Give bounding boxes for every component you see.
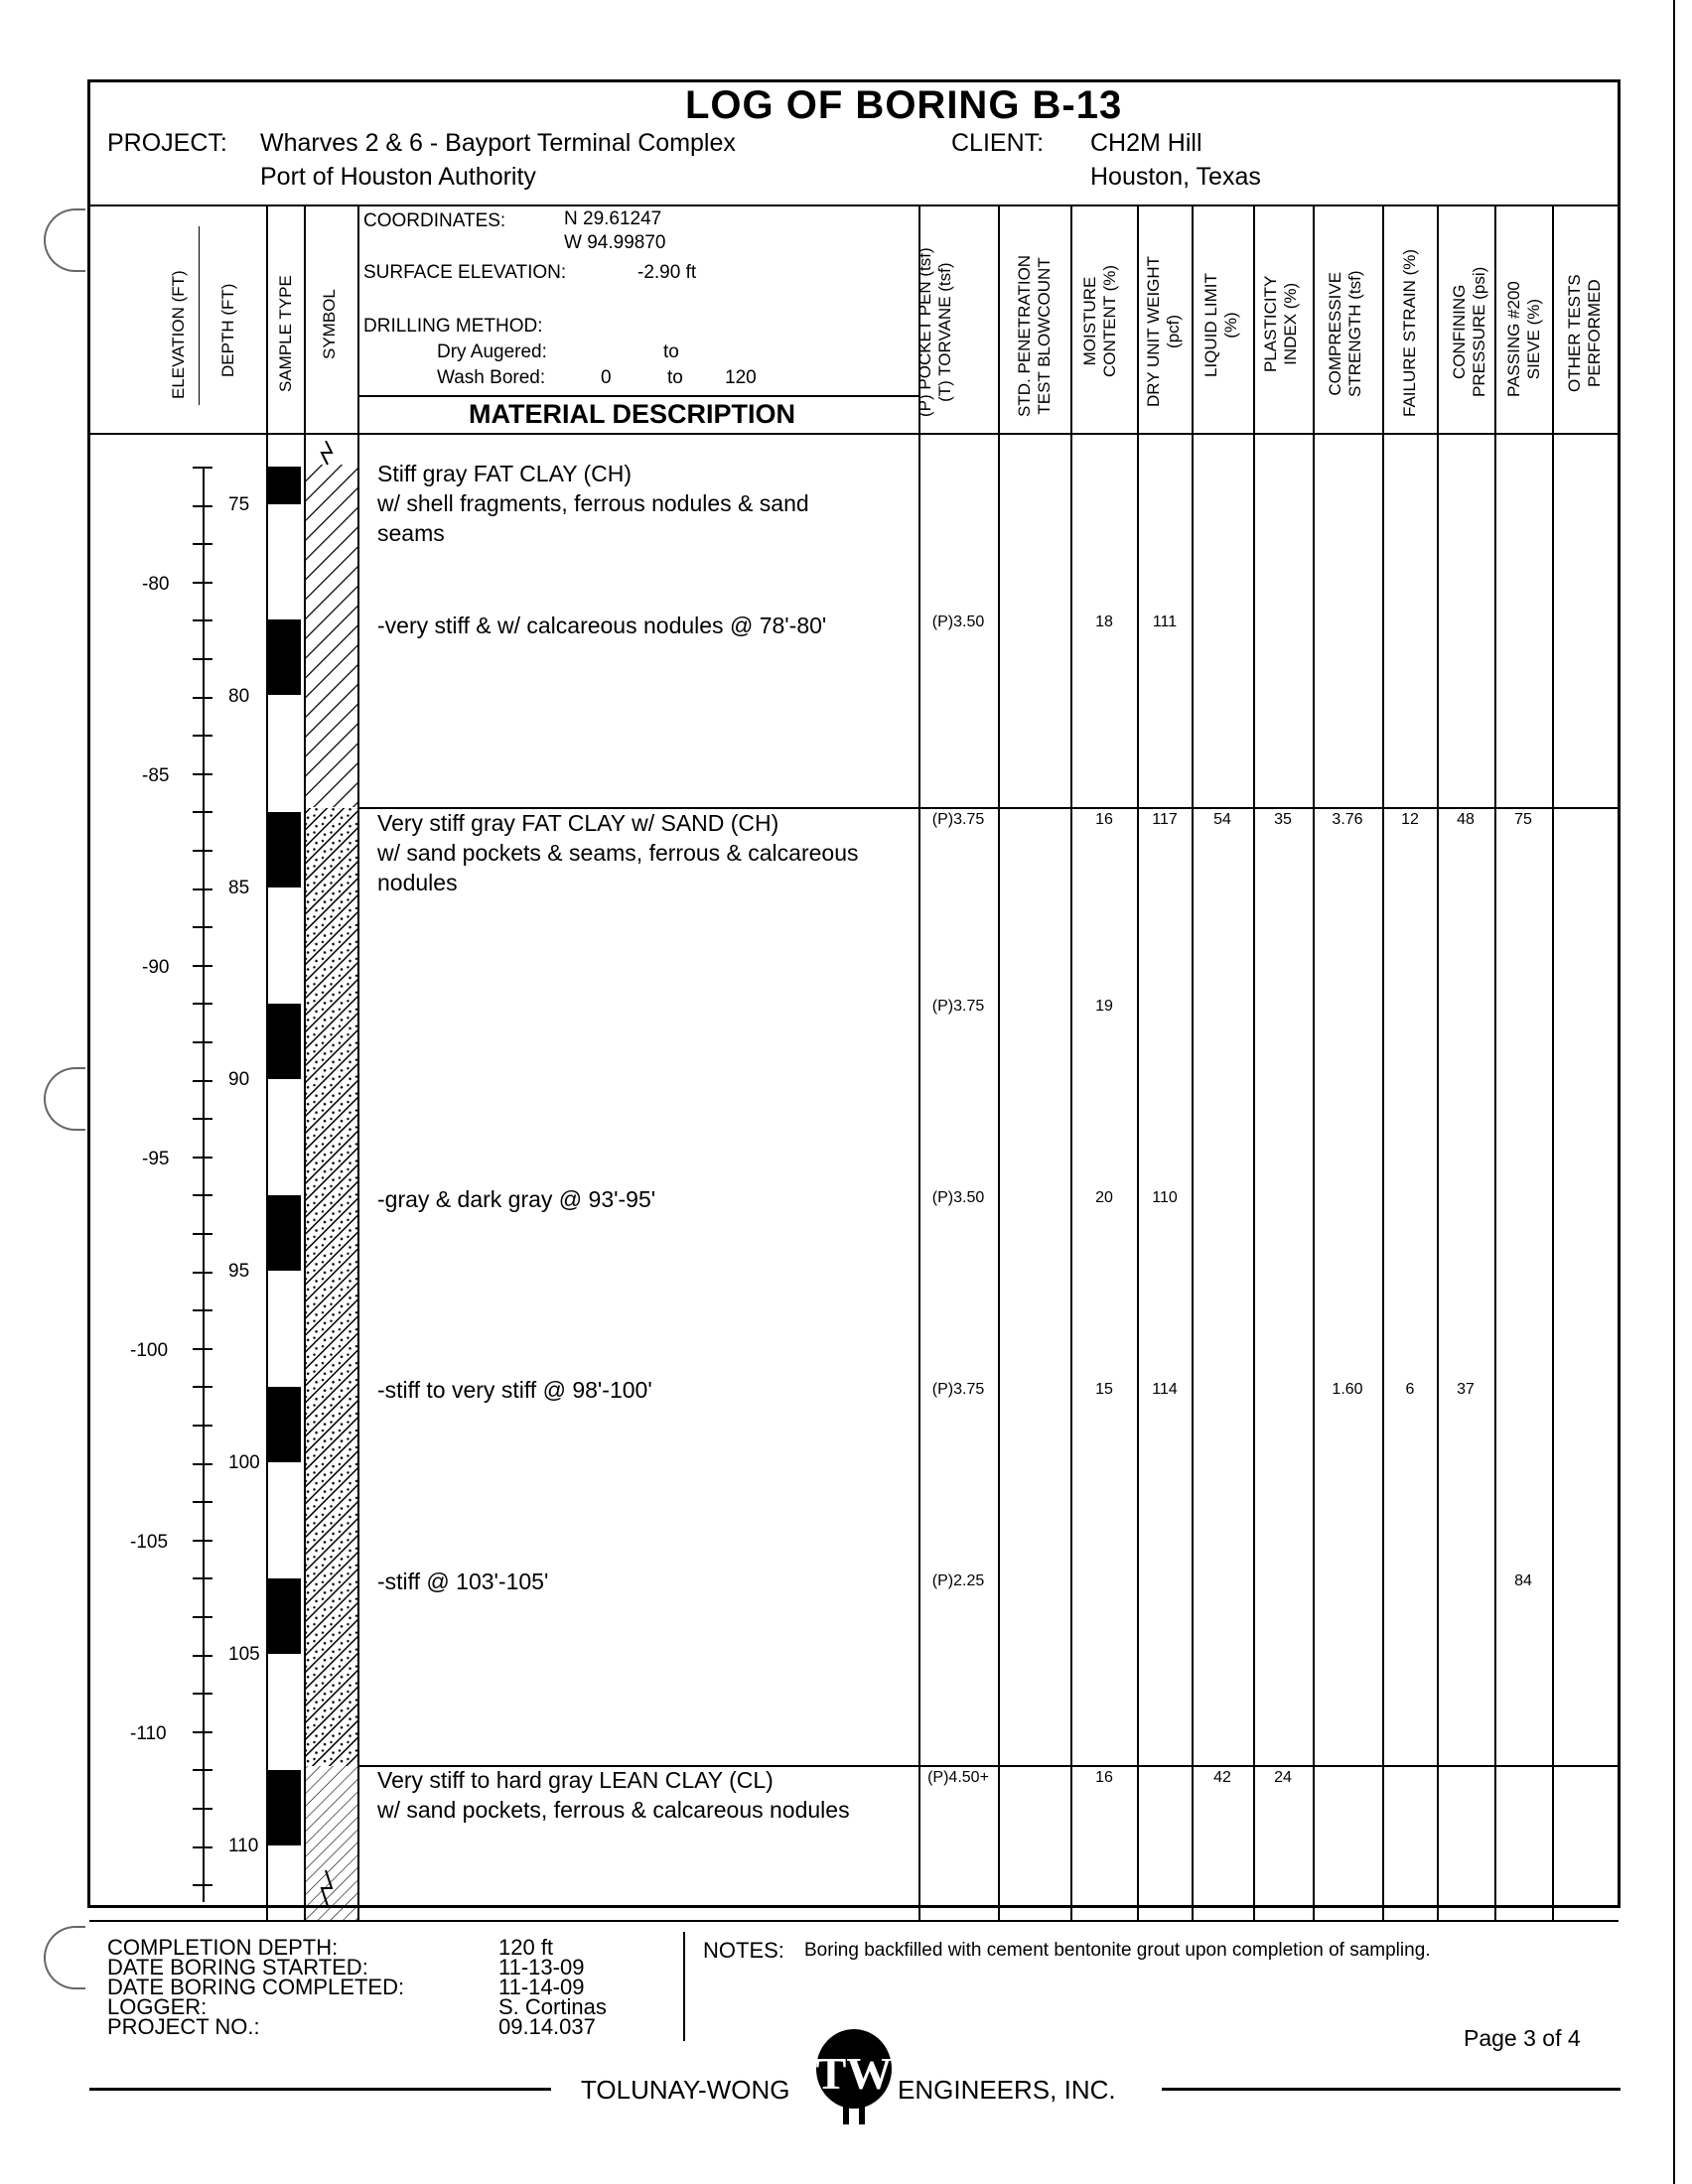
client-line1: CH2M Hill <box>1090 129 1202 157</box>
col-header-plasticity <box>1261 276 1301 372</box>
moisture-value: 16 <box>1095 811 1113 828</box>
pocket-pen-value: (P)4.50+ <box>927 1769 989 1786</box>
depth-scale-tick <box>193 1540 212 1542</box>
description-block <box>377 1184 655 1214</box>
surface-elevation-value: -2.90 ft <box>637 262 697 283</box>
elevation-label: -85 <box>142 765 170 786</box>
compressive-strength-value: 3.76 <box>1332 811 1363 828</box>
col-header-compressive <box>1326 271 1365 398</box>
lean-clay-symbol <box>306 1766 357 1920</box>
depth-scale-tick <box>193 505 212 507</box>
header-divider <box>89 205 1619 206</box>
pocket-pen-value: (P)3.75 <box>931 811 985 828</box>
liquid-limit-value: 54 <box>1213 811 1231 828</box>
depth-label: 75 <box>228 494 250 515</box>
description-line: Very stiff gray FAT CLAY w/ SAND (CH) <box>377 810 779 836</box>
logger-value: S. Cortinas <box>498 1994 607 2019</box>
pocket-pen-value: (P)3.50 <box>931 1189 985 1206</box>
depth-scale-tick <box>193 1501 212 1503</box>
depth-scale-tick <box>193 850 212 852</box>
date-started-label: DATE BORING STARTED: <box>107 1955 368 1979</box>
fat-clay-sand-symbol <box>306 808 357 1766</box>
description-block <box>377 1567 548 1596</box>
depth-scale-tick <box>193 735 212 737</box>
page-number: Page 3 of 4 <box>1464 2025 1581 2051</box>
description-line: w/ sand pockets & seams, ferrous & calcareous <box>377 840 859 866</box>
logger-label: LOGGER: <box>107 1994 208 2019</box>
depth-scale-tick <box>193 926 212 928</box>
col-header-dry-unit <box>1144 256 1184 407</box>
col-header-other-line1: OTHER TESTS <box>1565 274 1584 392</box>
col-header-failure-strain: FAILURE STRAIN (%) <box>1400 248 1419 417</box>
page-edge <box>1673 0 1675 2184</box>
wash-bored-label: Wash Bored: <box>437 367 546 388</box>
dry-augered-to: to <box>663 341 679 362</box>
col-header-spt <box>1015 255 1055 417</box>
description-line: Very stiff to hard gray LEAN CLAY (CL) <box>377 1767 774 1793</box>
description-line: -very stiff & w/ calcareous nodules @ 78'-80' <box>377 613 827 638</box>
depth-label: 105 <box>228 1644 260 1665</box>
binder-hole-mark <box>44 1067 85 1131</box>
depth-label: 85 <box>228 878 250 898</box>
description-line: w/ shell fragments, ferrous nodules & sand <box>377 490 809 516</box>
description-block <box>377 1765 850 1825</box>
coordinate-west: W 94.99870 <box>564 232 666 253</box>
depth-label: 110 <box>228 1836 259 1856</box>
col-header-plasticity-line2: INDEX (%) <box>1281 282 1300 365</box>
failure-strain-value: 12 <box>1401 811 1419 828</box>
depth-label: 100 <box>228 1452 260 1473</box>
col-header-sample-type: SAMPLE TYPE <box>276 275 295 392</box>
moisture-value: 20 <box>1095 1189 1113 1206</box>
wash-bored-from: 0 <box>601 367 612 388</box>
depth-scale-tick <box>193 1386 212 1388</box>
passing-200-value: 84 <box>1514 1572 1532 1589</box>
col-line <box>1137 205 1139 1922</box>
sample-block <box>268 1195 301 1271</box>
col-header-passing <box>1504 281 1544 397</box>
depth-scale-tick <box>193 1194 212 1196</box>
client-label: CLIENT: <box>951 129 1045 157</box>
soil-symbol-column <box>306 441 357 1920</box>
col-line <box>1313 205 1315 1922</box>
failure-strain-value: 6 <box>1405 1381 1415 1398</box>
pocket-pen-value: (P)3.75 <box>931 998 985 1015</box>
project-number-label: PROJECT NO.: <box>107 2014 260 2039</box>
footer-rule-right <box>1162 2088 1621 2091</box>
column-header-bottom <box>89 433 1619 435</box>
plasticity-index-value: 35 <box>1274 811 1292 828</box>
col-header-pocket-pen-line1: (P) POCKET PEN (tsf) <box>916 247 934 417</box>
depth-scale-tick <box>193 773 212 775</box>
moisture-value: 19 <box>1095 998 1113 1015</box>
elevation-label: -100 <box>130 1340 169 1361</box>
depth-scale-tick <box>193 582 212 584</box>
depth-scale-tick <box>193 1577 212 1579</box>
footer-info-labels <box>107 1935 405 2039</box>
project-line2: Port of Houston Authority <box>260 163 536 191</box>
svg-text:TW: TW <box>815 2048 893 2099</box>
col-header-depth: DEPTH (FT) <box>218 283 237 377</box>
col-header-pocket-pen <box>916 247 955 417</box>
col-header-passing-line2: SIEVE (%) <box>1524 298 1543 380</box>
page-title: LOG OF BORING B-13 <box>685 83 1123 127</box>
pocket-pen-value: (P)3.50 <box>931 614 985 630</box>
description-line: nodules <box>377 870 458 895</box>
notes-text: Boring backfilled with cement bentonite grout upon completion of sampling. <box>804 1940 1431 1961</box>
depth-scale-tick <box>193 1846 212 1848</box>
col-header-passing-line1: PASSING #200 <box>1504 281 1523 397</box>
dry-augered-label: Dry Augered: <box>437 341 547 362</box>
description-line: Stiff gray FAT CLAY (CH) <box>377 461 633 486</box>
depth-scale-tick <box>193 1118 212 1120</box>
col-header-compressive-line1: COMPRESSIVE <box>1326 271 1344 396</box>
wash-bored-to-word: to <box>667 367 683 388</box>
elevation-label: -80 <box>142 574 170 595</box>
project-line1: Wharves 2 & 6 - Bayport Terminal Complex <box>260 129 736 157</box>
col-line <box>1437 205 1439 1922</box>
col-line <box>1070 205 1072 1922</box>
dry-unit-weight-value: 111 <box>1152 614 1178 630</box>
col-header-compressive-line2: STRENGTH (tsf) <box>1345 270 1364 397</box>
col-header-dry-unit-line2: (pcf) <box>1164 314 1183 348</box>
confining-pressure-value: 48 <box>1457 811 1475 828</box>
depth-scale-tick <box>193 811 212 813</box>
depth-scale-tick <box>193 1041 212 1043</box>
depth-scale-tick <box>193 1808 212 1810</box>
moisture-value: 15 <box>1095 1381 1113 1398</box>
col-header-liquid-limit <box>1201 273 1241 377</box>
col-header-spt-line2: TEST BLOWCOUNT <box>1035 257 1054 415</box>
material-header-line <box>357 395 918 397</box>
depth-scale-tick <box>193 543 212 545</box>
footer-info-values <box>498 1935 607 2039</box>
company-name-left: TOLUNAY-WONG <box>581 2075 790 2105</box>
col-line <box>1494 205 1496 1922</box>
elevation-label: -95 <box>142 1149 170 1169</box>
moisture-value: 18 <box>1095 614 1113 630</box>
description-line: w/ sand pockets, ferrous & calcareous nodules <box>377 1797 850 1823</box>
wash-bored-to: 120 <box>725 367 757 388</box>
depth-scale-tick <box>193 1731 212 1733</box>
date-started-value: 11-13-09 <box>498 1955 585 1979</box>
material-description-header: MATERIAL DESCRIPTION <box>469 399 796 429</box>
description-line: seams <box>377 520 445 546</box>
depth-scale-tick <box>193 658 212 660</box>
description-line: -gray & dark gray @ 93'-95' <box>377 1186 656 1212</box>
col-line <box>1552 205 1554 1922</box>
liquid-limit-value: 42 <box>1213 1769 1231 1786</box>
company-logo-icon <box>812 2027 896 2126</box>
depth-label: 95 <box>228 1261 250 1282</box>
depth-scale-tick <box>193 1348 212 1350</box>
depth-scale-tick <box>193 965 212 967</box>
project-label: PROJECT: <box>107 129 227 157</box>
passing-200-value: 75 <box>1514 811 1532 828</box>
col-header-other-tests <box>1565 274 1605 392</box>
elevation-label: -90 <box>142 957 170 978</box>
elevation-label: -110 <box>130 1723 167 1744</box>
description-block <box>377 808 859 897</box>
depth-scale-tick <box>193 1233 212 1235</box>
col-header-moisture-line1: MOISTURE <box>1080 276 1099 366</box>
col-header-plasticity-line1: PLASTICITY <box>1261 275 1280 372</box>
description-block <box>377 1375 652 1405</box>
sample-block <box>268 1578 301 1654</box>
col-header-liquid-line1: LIQUID LIMIT <box>1201 273 1220 377</box>
pocket-pen-value: (P)2.25 <box>931 1572 985 1589</box>
log-bottom-line <box>89 1920 1619 1922</box>
depth-scale-tick <box>193 1463 212 1465</box>
depth-scale-tick <box>193 1616 212 1618</box>
description-block <box>377 459 809 548</box>
drilling-method-label: DRILLING METHOD: <box>363 316 543 337</box>
footer-rule-left <box>89 2088 551 2091</box>
sample-block <box>268 1387 301 1462</box>
col-header-moisture <box>1080 265 1120 377</box>
depth-scale-tick <box>193 1080 212 1082</box>
depth-scale-tick <box>193 1693 212 1695</box>
completion-depth-label: COMPLETION DEPTH: <box>107 1935 339 1960</box>
col-header-symbol: SYMBOL <box>320 289 339 359</box>
binder-hole-mark <box>44 1926 85 1989</box>
col-line <box>998 205 1000 1922</box>
col-header-confining-line1: CONFINING <box>1450 284 1469 380</box>
depth-scale-tick <box>193 1157 212 1159</box>
col-header-pocket-pen-line2: (T) TORVANE (tsf) <box>935 262 954 402</box>
binder-hole-mark <box>44 208 85 272</box>
coordinates-label: COORDINATES: <box>363 210 506 231</box>
col-line <box>918 205 920 1922</box>
description-line: -stiff to very stiff @ 98'-100' <box>377 1377 652 1403</box>
pocket-pen-value: (P)3.75 <box>931 1381 985 1398</box>
dry-unit-weight-value: 117 <box>1152 811 1178 828</box>
confining-pressure-value: 37 <box>1457 1381 1475 1398</box>
depth-label: 90 <box>228 1069 250 1090</box>
completion-depth-value: 120 ft <box>498 1935 554 1960</box>
depth-scale-tick <box>193 619 212 621</box>
dry-unit-weight-value: 110 <box>1152 1189 1178 1206</box>
sample-block <box>268 619 301 695</box>
depth-scale-tick <box>193 1769 212 1771</box>
depth-label: 80 <box>228 686 250 707</box>
description-block <box>377 611 826 640</box>
col-header-elevation: ELEVATION (FT) <box>169 270 188 399</box>
depth-scale-axis <box>203 467 205 1902</box>
col-header-confining-line2: PRESSURE (psi) <box>1470 266 1488 397</box>
col-header-confining <box>1450 267 1489 397</box>
dry-unit-weight-value: 114 <box>1152 1381 1178 1398</box>
depth-scale-tick <box>193 1884 212 1886</box>
depth-scale-tick <box>193 1003 212 1005</box>
sample-block <box>268 1770 301 1845</box>
surface-elevation-label: SURFACE ELEVATION: <box>363 262 567 283</box>
compressive-strength-value: 1.60 <box>1332 1381 1363 1398</box>
fat-clay-symbol <box>306 465 357 807</box>
date-completed-value: 11-14-09 <box>498 1975 585 1999</box>
footer-divider <box>683 1932 685 2041</box>
description-line: -stiff @ 103'-105' <box>377 1569 549 1594</box>
depth-scale-tick <box>193 697 212 699</box>
col-header-other-line2: PERFORMED <box>1585 279 1604 387</box>
elevation-depth-separator <box>199 226 200 405</box>
date-completed-label: DATE BORING COMPLETED: <box>107 1975 405 1999</box>
col-header-spt-line1: STD. PENETRATION <box>1015 254 1034 417</box>
break-mark-icon <box>322 441 332 465</box>
notes-label: NOTES: <box>703 1938 784 1963</box>
col-line <box>1253 205 1255 1922</box>
coordinate-north: N 29.61247 <box>564 208 662 229</box>
elevation-label: -105 <box>130 1532 169 1553</box>
depth-scale-tick <box>193 1655 212 1657</box>
depth-scale-tick <box>193 1309 212 1311</box>
depth-scale-tick <box>193 467 212 469</box>
col-header-liquid-line2: (%) <box>1221 312 1240 339</box>
col-line <box>357 205 359 1922</box>
company-name-right: ENGINEERS, INC. <box>898 2075 1116 2105</box>
plasticity-index-value: 24 <box>1274 1769 1292 1786</box>
col-line <box>1192 205 1194 1922</box>
sample-block <box>268 1004 301 1079</box>
col-header-moisture-line2: CONTENT (%) <box>1100 264 1119 377</box>
col-line <box>1382 205 1384 1922</box>
depth-scale-tick <box>193 888 212 890</box>
col-header-dry-unit-line1: DRY UNIT WEIGHT <box>1144 255 1163 407</box>
project-number-value: 09.14.037 <box>498 2014 596 2039</box>
client-line2: Houston, Texas <box>1090 163 1261 191</box>
depth-scale-tick <box>193 1425 212 1427</box>
sample-block <box>268 812 301 887</box>
depth-scale-tick <box>193 1272 212 1274</box>
moisture-value: 16 <box>1095 1769 1113 1786</box>
sample-block <box>268 467 301 504</box>
